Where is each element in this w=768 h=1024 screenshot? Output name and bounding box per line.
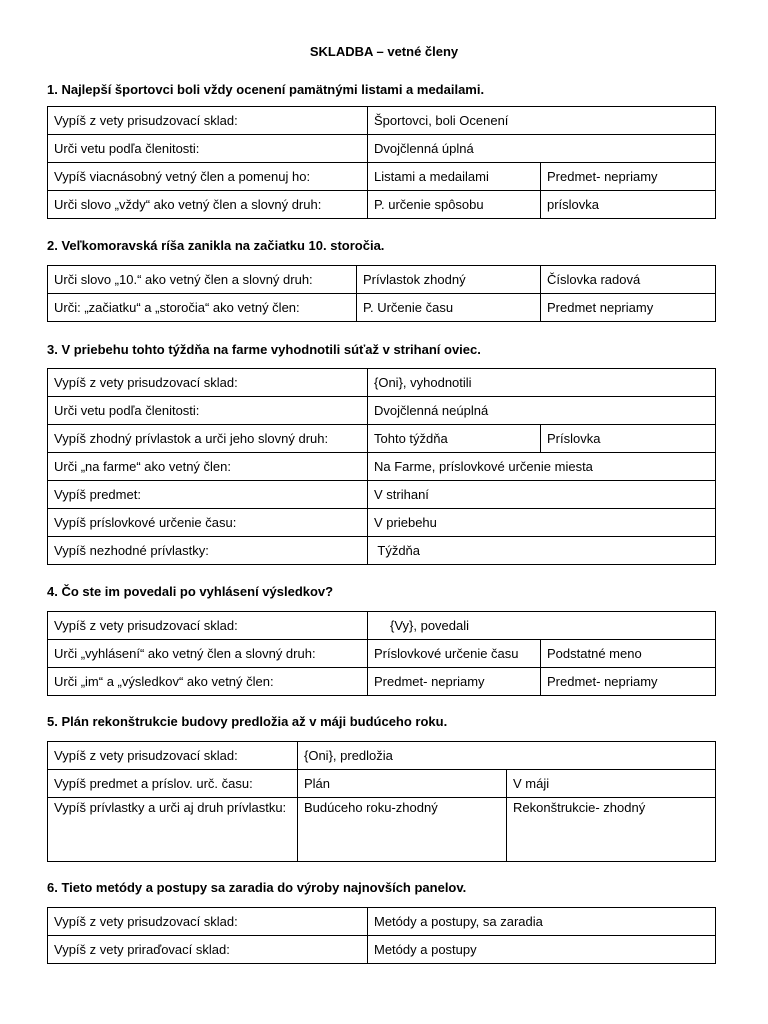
answer-table-3: [47, 368, 716, 565]
table-cell: Vypíš nezhodné prívlastky:: [48, 537, 368, 565]
table-cell: P. určenie spôsobu: [368, 191, 541, 219]
table-row: [48, 369, 716, 397]
table-row: [48, 908, 716, 936]
table-cell: Tohto týždňa: [368, 425, 541, 453]
table-row: [48, 163, 716, 191]
table-cell: Podstatné meno: [541, 640, 716, 668]
table-row: [48, 640, 716, 668]
table-row: [48, 191, 716, 219]
table-cell: Vypíš prívlastky a urči aj druh prívlastku:: [48, 798, 298, 862]
table-cell: Urči vetu podľa členitosti:: [48, 135, 368, 163]
table-row: [48, 397, 716, 425]
answer-table-5: [47, 741, 716, 862]
table-cell: Budúceho roku-zhodný: [298, 798, 507, 862]
table-cell: Urči „na farme“ ako vetný člen:: [48, 453, 368, 481]
table-row: [48, 936, 716, 964]
table-cell: Predmet- nepriamy: [541, 163, 716, 191]
table-cell: Vypíš zhodný prívlastok a urči jeho slovný druh:: [48, 425, 368, 453]
table-cell: Urči slovo „10.“ ako vetný člen a slovný druh:: [48, 266, 357, 294]
table-cell: Rekonštrukcie- zhodný: [507, 798, 716, 862]
table-cell: Listami a medailami: [368, 163, 541, 191]
table-cell: V strihaní: [368, 481, 716, 509]
table-cell: Číslovka radová: [541, 266, 716, 294]
answer-table-4: [47, 611, 716, 696]
table-row: [48, 266, 716, 294]
question-5: 5. Plán rekonštrukcie budovy predložia až v máji budúceho roku.: [47, 714, 448, 729]
table-cell: Predmet- nepriamy: [541, 668, 716, 696]
table-cell: V máji: [507, 770, 716, 798]
table-cell: Na Farme, príslovkové určenie miesta: [368, 453, 716, 481]
table-cell: Vypíš z vety prisudzovací sklad:: [48, 107, 368, 135]
table-cell: Metódy a postupy, sa zaradia: [368, 908, 716, 936]
question-4: 4. Čo ste im povedali po vyhlásení výsledkov?: [47, 584, 334, 599]
table-cell: Vypíš príslovkové určenie času:: [48, 509, 368, 537]
table-cell: Prívlastok zhodný: [357, 266, 541, 294]
table-cell: Vypíš z vety priraďovací sklad:: [48, 936, 368, 964]
table-cell: {Vy}, povedali: [368, 612, 716, 640]
table-cell: Príslovkové určenie času: [368, 640, 541, 668]
table-cell: príslovka: [541, 191, 716, 219]
table-row: [48, 537, 716, 565]
table-row: [48, 294, 716, 322]
question-1: 1. Najlepší športovci boli vždy ocenení pamätnými listami a medailami.: [47, 82, 485, 97]
answer-table-1: [47, 106, 716, 219]
table-row: [48, 798, 716, 862]
answer-table-2: [47, 265, 716, 322]
table-cell: Urči slovo „vždy“ ako vetný člen a slovný druh:: [48, 191, 368, 219]
table-row: [48, 742, 716, 770]
table-cell: Dvojčlenná neúplná: [368, 397, 716, 425]
table-cell: Vypíš z vety prisudzovací sklad:: [48, 908, 368, 936]
table-cell: Dvojčlenná úplná: [368, 135, 716, 163]
table-cell: Športovci, boli Ocenení: [368, 107, 716, 135]
table-cell: {Oni}, vyhodnotili: [368, 369, 716, 397]
table-cell: Vypíš z vety prisudzovací sklad:: [48, 612, 368, 640]
table-cell: Predmet nepriamy: [541, 294, 716, 322]
table-row: [48, 453, 716, 481]
question-2: 2. Veľkomoravská ríša zanikla na začiatku 10. storočia.: [47, 238, 385, 253]
table-cell: Urči vetu podľa členitosti:: [48, 397, 368, 425]
table-cell: Predmet- nepriamy: [368, 668, 541, 696]
table-row: [48, 481, 716, 509]
table-cell: {Oni}, predložia: [298, 742, 716, 770]
table-cell: Vypíš viacnásobný vetný člen a pomenuj ho:: [48, 163, 368, 191]
table-row: [48, 509, 716, 537]
table-cell: Plán: [298, 770, 507, 798]
table-row: [48, 770, 716, 798]
table-cell: Urči „vyhlásení“ ako vetný člen a slovný druh:: [48, 640, 368, 668]
page-title: SKLADBA – vetné členy: [309, 44, 459, 59]
table-cell: P. Určenie času: [357, 294, 541, 322]
question-6: 6. Tieto metódy a postupy sa zaradia do výroby najnovších panelov.: [47, 880, 467, 895]
table-row: [48, 668, 716, 696]
table-cell: Urči „im“ a „výsledkov“ ako vetný člen:: [48, 668, 368, 696]
table-cell: Vypíš z vety prisudzovací sklad:: [48, 369, 368, 397]
table-row: [48, 135, 716, 163]
table-cell: Vypíš predmet a príslov. urč. času:: [48, 770, 298, 798]
table-cell: Vypíš predmet:: [48, 481, 368, 509]
table-row: [48, 107, 716, 135]
table-row: [48, 425, 716, 453]
table-cell: Príslovka: [541, 425, 716, 453]
table-row: [48, 612, 716, 640]
answer-table-6: [47, 907, 716, 964]
question-3: 3. V priebehu tohto týždňa na farme vyhodnotili súťaž v strihaní oviec.: [47, 342, 481, 357]
table-cell: Vypíš z vety prisudzovací sklad:: [48, 742, 298, 770]
table-cell: Týždňa: [368, 537, 716, 565]
table-cell: V priebehu: [368, 509, 716, 537]
table-cell: Metódy a postupy: [368, 936, 716, 964]
table-cell: Urči: „začiatku“ a „storočia“ ako vetný člen:: [48, 294, 357, 322]
